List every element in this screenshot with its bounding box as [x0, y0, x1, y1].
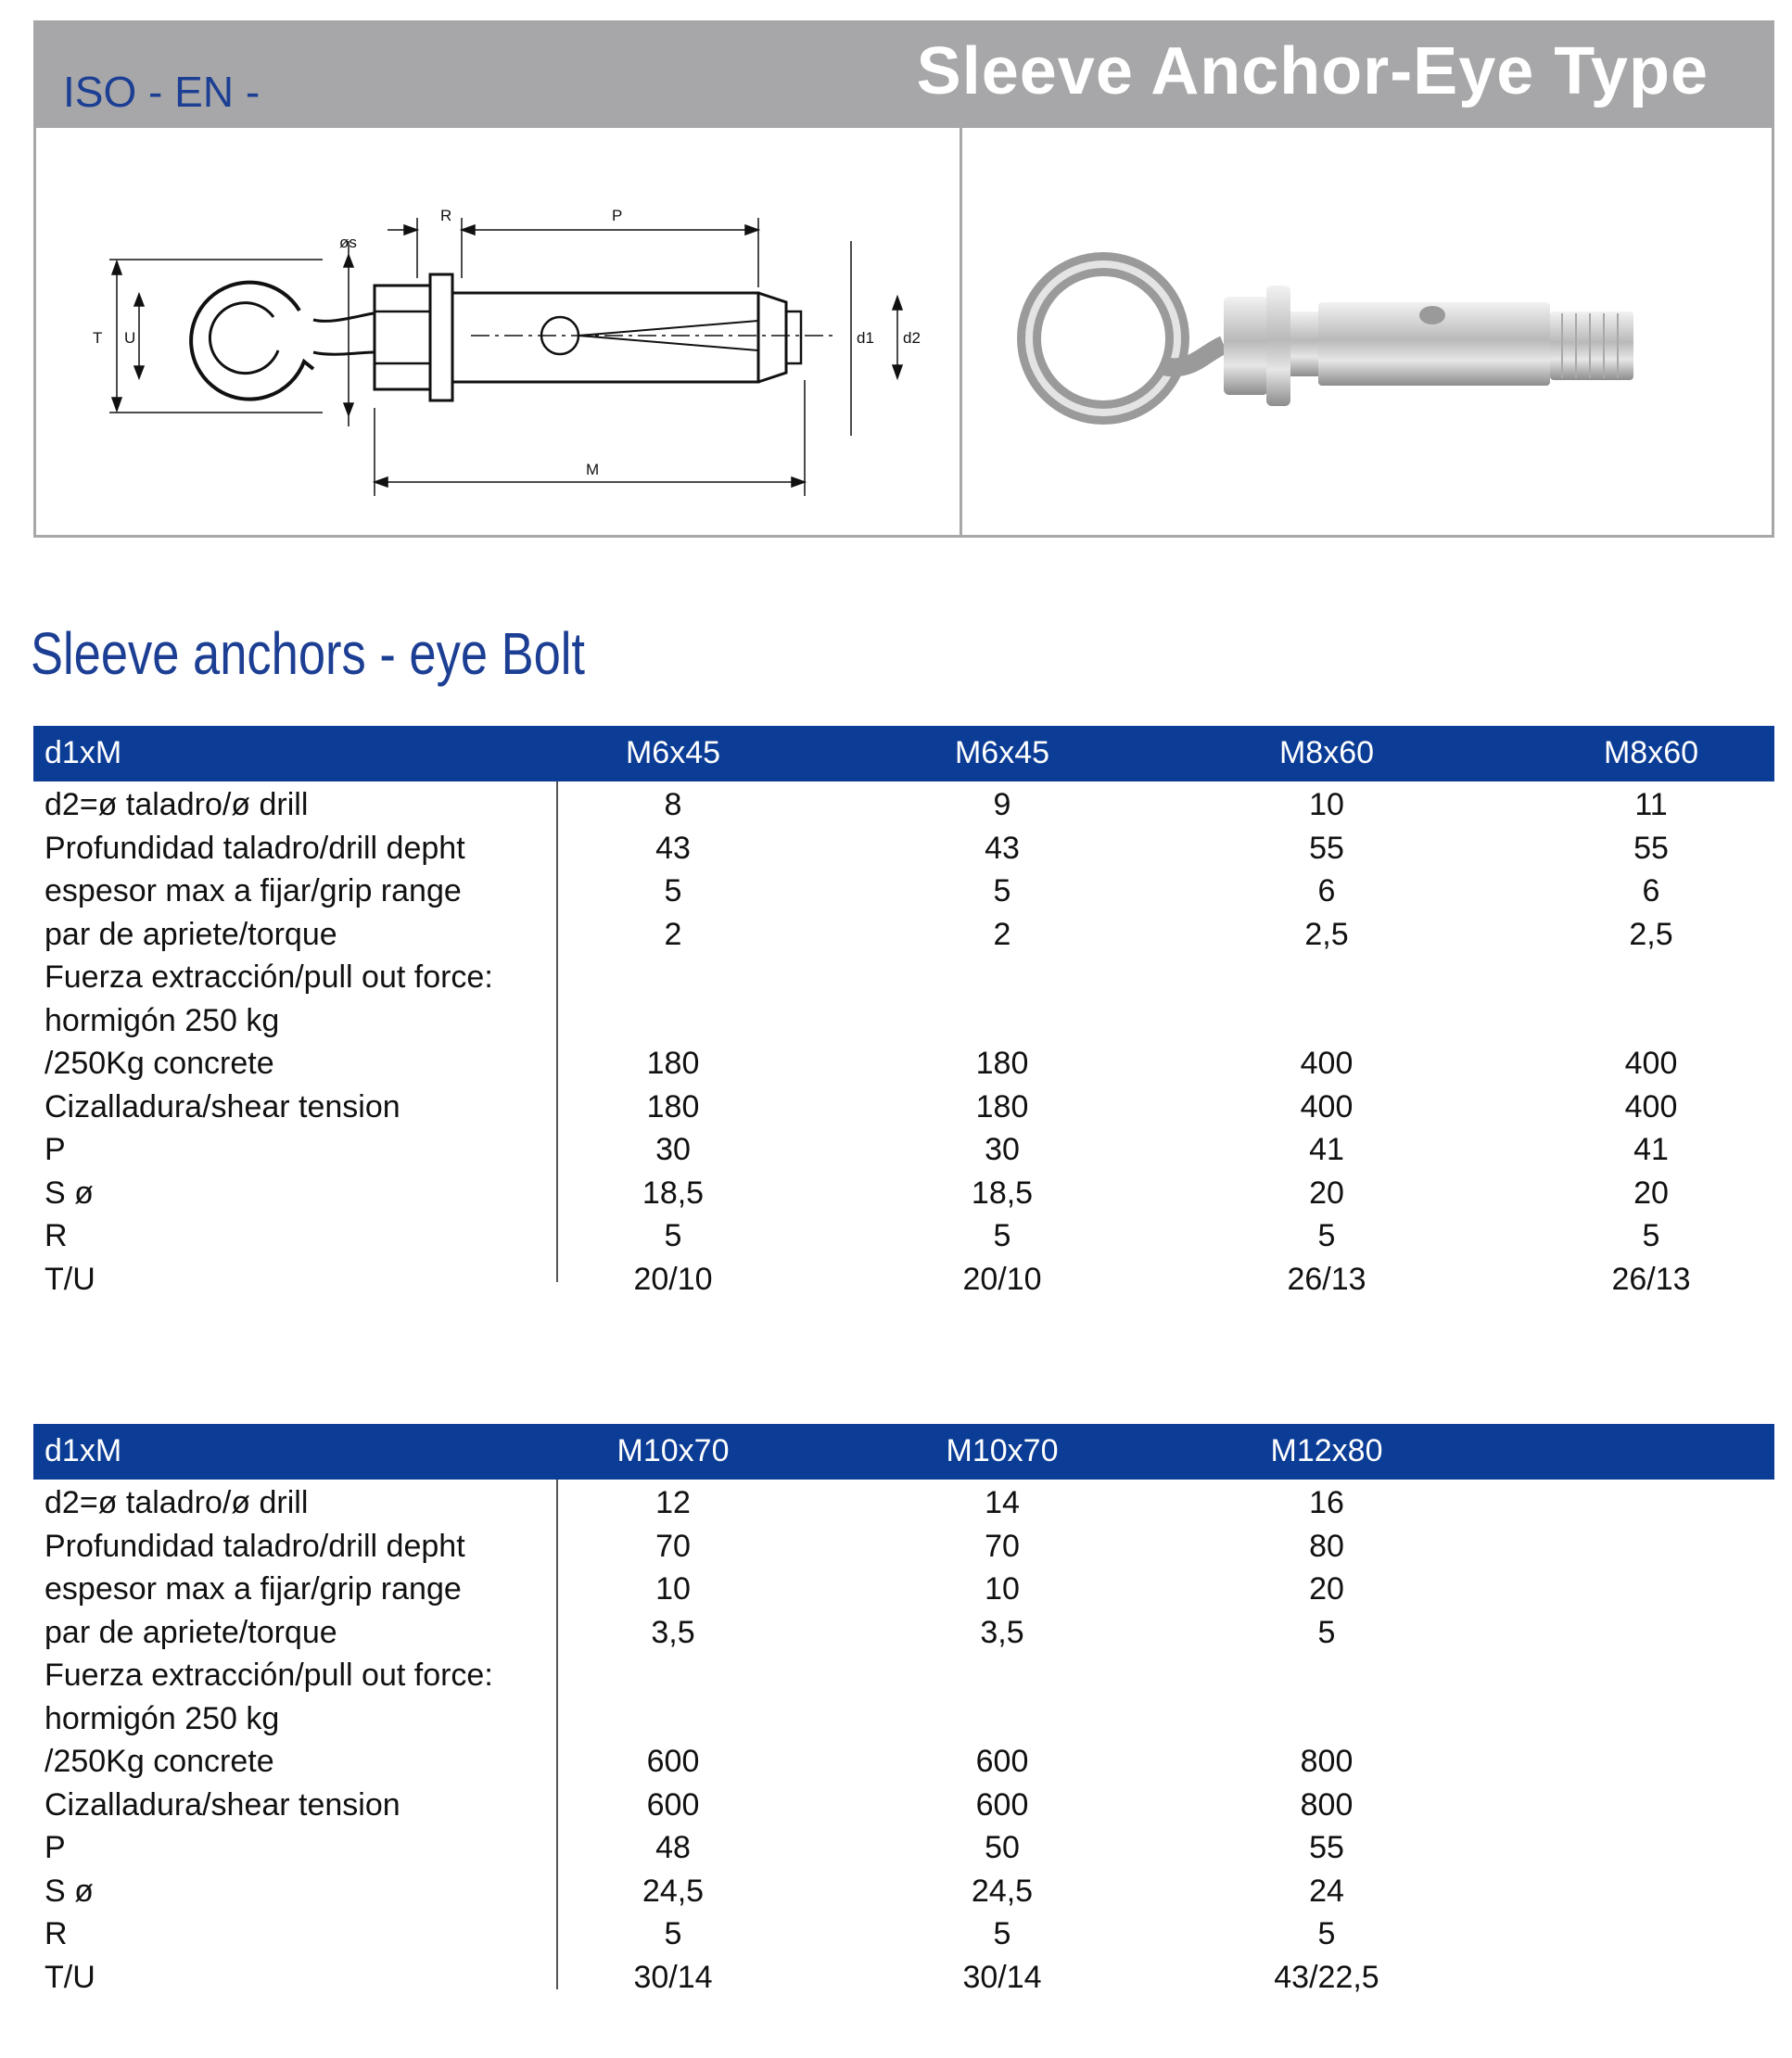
label-P: P [612, 207, 623, 224]
row-value: 9 [993, 787, 1011, 822]
header-size: M12x80 [1270, 1433, 1383, 1468]
eye-ring-inner [210, 303, 278, 374]
table-row [33, 913, 1774, 956]
row-value: 41 [1309, 1132, 1344, 1167]
table-row [33, 1214, 1774, 1257]
row-value: 24 [1309, 1873, 1344, 1909]
label-M: M [586, 461, 600, 478]
table-row [33, 1611, 1774, 1654]
row-value: 30 [655, 1132, 691, 1167]
table-row [33, 1258, 1774, 1301]
row-value: 11 [1634, 787, 1668, 822]
row-label: P [44, 1132, 66, 1167]
page-title: Sleeve Anchor-Eye Type [916, 34, 1709, 108]
standard-dash: - [234, 68, 261, 116]
label-R: R [440, 207, 452, 224]
row-value: 3,5 [980, 1614, 1024, 1650]
table-row [33, 827, 1774, 870]
row-value: 600 [646, 1786, 700, 1823]
row-value: 5 [1317, 1614, 1336, 1650]
row-label: hormigón 250 kg [44, 1002, 280, 1038]
row-value: 5 [664, 1218, 682, 1253]
row-value: 30 [985, 1132, 1020, 1167]
row-label: d2=ø taladro/ø drill [44, 1485, 309, 1520]
table-row [33, 1826, 1774, 1869]
label-os: øs [339, 234, 357, 251]
table-row [33, 870, 1774, 912]
row-label: R [44, 1218, 68, 1253]
row-value: 70 [655, 1528, 691, 1564]
cone-nut [758, 293, 786, 382]
table-row [33, 783, 1774, 826]
row-label: R [44, 1916, 68, 1951]
row-value: 24,5 [971, 1873, 1034, 1909]
row-value: 26/13 [1287, 1261, 1366, 1297]
table-row [33, 1568, 1774, 1610]
hex-nut [375, 286, 430, 389]
row-value: 43 [985, 830, 1020, 866]
row-value: 70 [985, 1528, 1020, 1564]
row-value: 400 [1624, 1088, 1678, 1124]
row-label: /250Kg concrete [44, 1046, 274, 1081]
row-value: 14 [985, 1485, 1020, 1520]
table-row [33, 1128, 1774, 1171]
row-value: 43 [655, 830, 691, 866]
row-label: par de apriete/torque [44, 916, 337, 952]
row-value: 10 [985, 1571, 1020, 1607]
row-value: 6 [1317, 873, 1336, 908]
panel-divider [960, 128, 962, 538]
table-row [33, 1654, 1774, 1696]
header-size: M6x45 [954, 735, 1050, 770]
row-value: 18,5 [971, 1175, 1034, 1211]
row-value: 10 [655, 1571, 691, 1607]
row-value: 20/10 [633, 1261, 713, 1297]
table-row [33, 1697, 1774, 1740]
table-row [33, 1784, 1774, 1826]
row-label: Fuerza extracción/pull out force: [44, 959, 493, 995]
row-value: 5 [993, 1218, 1011, 1253]
row-label: T/U [44, 1261, 95, 1297]
standard-iso: ISO [63, 68, 137, 116]
row-label: d2=ø taladro/ø drill [44, 787, 309, 822]
row-value: 400 [1624, 1046, 1678, 1081]
row-label: S ø [44, 1873, 94, 1909]
anchor-photo-shape [1029, 264, 1633, 413]
row-value: 30/14 [962, 1959, 1042, 1995]
row-value: 8 [664, 787, 682, 822]
row-value: 400 [1300, 1046, 1354, 1081]
row-value: 600 [975, 1744, 1029, 1779]
row-value: 5 [1317, 1916, 1336, 1951]
table-row [33, 1086, 1774, 1128]
row-value: 55 [1309, 830, 1344, 866]
label-d1: d1 [857, 329, 874, 347]
row-label: S ø [44, 1175, 94, 1211]
row-value: 5 [993, 1916, 1011, 1951]
row-value: 20 [1633, 1175, 1669, 1211]
row-value: 41 [1633, 1132, 1669, 1167]
row-label: espesor max a fijar/grip range [44, 873, 462, 908]
table-row [33, 999, 1774, 1042]
section-title: Sleeve anchors - eye Bolt [31, 620, 586, 687]
row-value: 2,5 [1629, 916, 1673, 952]
row-value: 5 [664, 1916, 682, 1951]
table-row [33, 1481, 1774, 1524]
row-value: 24,5 [642, 1873, 705, 1909]
label-T: T [93, 329, 103, 347]
row-value: 600 [646, 1744, 700, 1779]
table-row [33, 1912, 1774, 1955]
row-value: 18,5 [642, 1175, 705, 1211]
row-value: 50 [985, 1830, 1020, 1865]
row-value: 10 [1309, 787, 1344, 822]
header-size: M10x70 [946, 1433, 1059, 1468]
row-label: Profundidad taladro/drill depht [44, 830, 465, 866]
standard-en: EN [174, 68, 235, 116]
row-value: 20 [1309, 1571, 1344, 1607]
row-value: 2 [664, 916, 682, 952]
row-value: 2,5 [1304, 916, 1349, 952]
table-row [33, 1870, 1774, 1912]
row-value: 48 [655, 1830, 691, 1865]
row-value: 180 [975, 1046, 1029, 1081]
header-label: d1xM [44, 1433, 122, 1468]
table-header [33, 726, 1774, 781]
row-value: 3,5 [651, 1614, 695, 1650]
row-value: 5 [1642, 1218, 1660, 1253]
row-label: T/U [44, 1959, 95, 1995]
row-value: 180 [646, 1046, 700, 1081]
product-photo [964, 130, 1773, 535]
washer [430, 274, 452, 400]
standard-dash: - [136, 68, 175, 116]
header-size: M6x45 [625, 735, 721, 770]
standard-label [63, 67, 260, 117]
row-label: /250Kg concrete [44, 1744, 274, 1779]
spec-table-2 [33, 1424, 1774, 1999]
table-row [33, 1956, 1774, 1999]
row-value: 600 [975, 1786, 1029, 1823]
header-size: M8x60 [1278, 735, 1375, 770]
row-value: 800 [1300, 1744, 1354, 1779]
table-row [33, 1740, 1774, 1783]
row-value: 6 [1642, 873, 1660, 908]
row-label: P [44, 1830, 66, 1865]
row-value: 180 [975, 1088, 1029, 1124]
header-label: d1xM [44, 735, 122, 770]
row-value: 180 [646, 1088, 700, 1124]
technical-drawing [35, 130, 958, 535]
row-value: 55 [1309, 1830, 1344, 1865]
row-value: 5 [1317, 1218, 1336, 1253]
row-value: 55 [1633, 830, 1669, 866]
row-label: espesor max a fijar/grip range [44, 1571, 462, 1607]
row-value: 400 [1300, 1088, 1354, 1124]
row-label: Fuerza extracción/pull out force: [44, 1658, 493, 1693]
row-value: 80 [1309, 1528, 1344, 1564]
header-size: M10x70 [616, 1433, 730, 1468]
row-value: 20 [1309, 1175, 1344, 1211]
row-label: par de apriete/torque [44, 1614, 337, 1650]
label-d2: d2 [903, 329, 921, 347]
row-value: 26/13 [1611, 1261, 1691, 1297]
row-value: 16 [1309, 1485, 1344, 1520]
row-value: 2 [993, 916, 1011, 952]
row-value: 5 [993, 873, 1011, 908]
table-row [33, 956, 1774, 998]
row-label: hormigón 250 kg [44, 1700, 280, 1736]
table-row [33, 1525, 1774, 1568]
table-row [33, 1042, 1774, 1085]
table-header [33, 1424, 1774, 1480]
header-size: M8x60 [1603, 735, 1699, 770]
row-value: 5 [664, 873, 682, 908]
row-value: 30/14 [633, 1959, 713, 1995]
row-label: Cizalladura/shear tension [44, 1786, 400, 1823]
row-value: 12 [655, 1485, 691, 1520]
label-U: U [124, 329, 136, 347]
row-value: 43/22,5 [1274, 1959, 1379, 1995]
table-row [33, 1172, 1774, 1214]
row-value: 800 [1300, 1786, 1354, 1823]
row-value: 20/10 [962, 1261, 1042, 1297]
spec-table-1 [33, 726, 1774, 1301]
row-label: Profundidad taladro/drill depht [44, 1528, 465, 1564]
row-label: Cizalladura/shear tension [44, 1088, 400, 1124]
